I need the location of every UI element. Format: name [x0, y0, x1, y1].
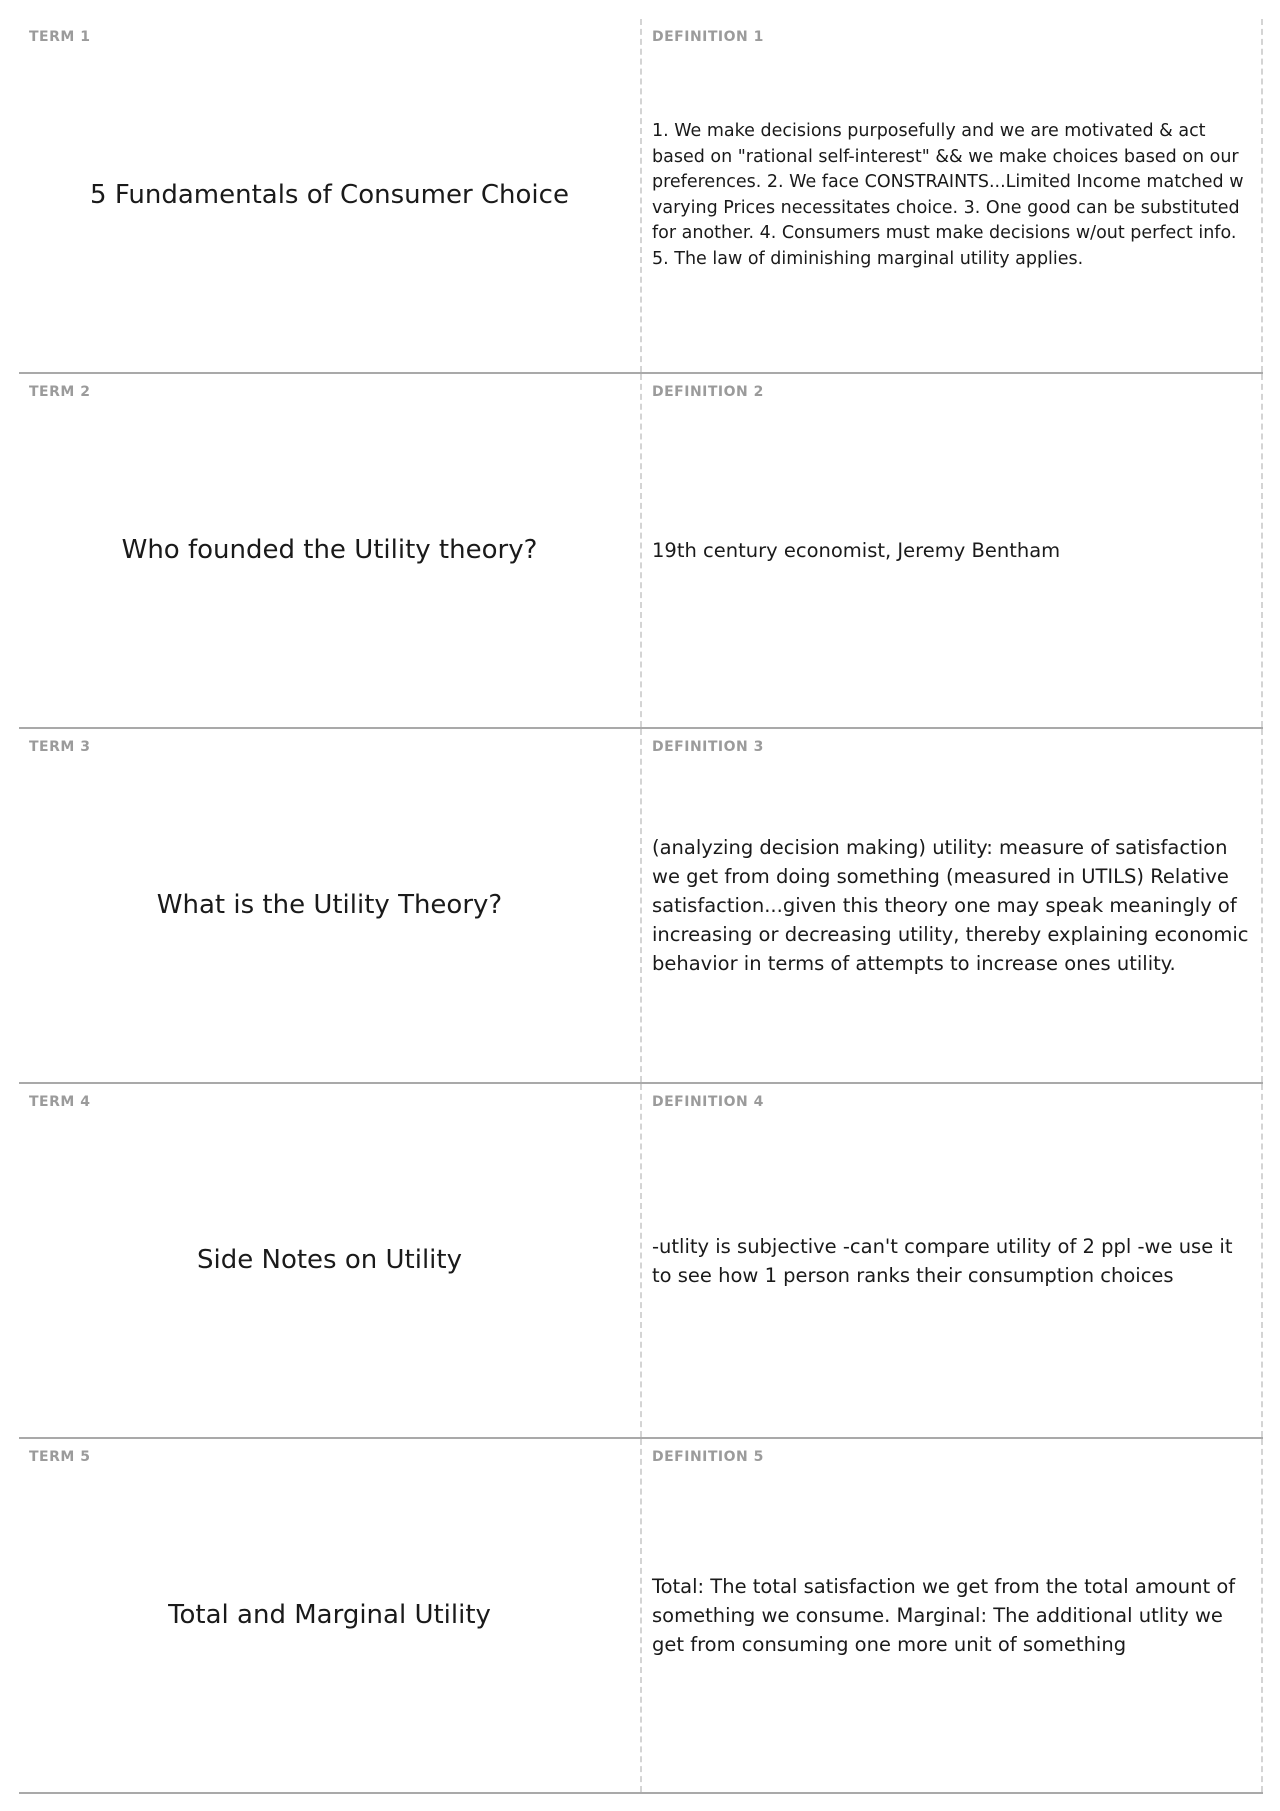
term-cell: [19, 374, 642, 727]
definition-cell: [642, 374, 1263, 727]
definition-label: DEFINITION 5: [652, 1449, 764, 1465]
term-label: TERM 2: [29, 384, 91, 400]
term-label: TERM 3: [29, 739, 91, 755]
definition-cell: [642, 1439, 1263, 1792]
term-cell: [19, 1084, 642, 1437]
definition-text: 19th century economist, Jeremy Bentham: [652, 539, 1061, 562]
definition-text: (analyzing decision making) utility: measure of satisfaction we get from doing something (measured in UTILS) Relative satisfaction...given this theory one may speak meaningly of increasing or decreasing utility, thereby explaining economic behavior in terms of attempts to increase ones utility.: [652, 836, 1249, 975]
definition-text: 1. We make decisions purposefully and we are motivated & act based on "rational self-interest" && we make choices based on our preferences. 2. We face CONSTRAINTS...Limited Income matched w varying Prices necessitates choice. 3. One good can be substituted for another. 4. Consumers must make decisions w/out perfect info. 5. The law of diminishing marginal utility applies.: [652, 121, 1244, 269]
term-text: What is the Utility Theory?: [156, 889, 503, 920]
flashcard-row: [19, 19, 1263, 374]
term-label: TERM 5: [29, 1449, 91, 1465]
definition-cell: [642, 19, 1263, 372]
term-text: 5 Fundamentals of Consumer Choice: [90, 179, 569, 210]
term-cell: [19, 1439, 642, 1792]
flashcard-row: [19, 729, 1263, 1084]
definition-label: DEFINITION 4: [652, 1094, 764, 1110]
definition-label: DEFINITION 1: [652, 29, 764, 45]
flashcard-row: [19, 1084, 1263, 1439]
term-cell: [19, 19, 642, 372]
flashcard-row: [19, 1439, 1263, 1794]
flashcard-row: [19, 374, 1263, 729]
definition-text: -utlity is subjective -can't compare utility of 2 ppl -we use it to see how 1 person ranks their consumption choices: [652, 1234, 1233, 1287]
definition-text: Total: The total satisfaction we get from the total amount of something we consume. Marginal: The additional utlity we get from consuming one more unit of something: [652, 1575, 1236, 1656]
definition-cell: [642, 729, 1263, 1082]
term-cell: [19, 729, 642, 1082]
term-label: TERM 4: [29, 1094, 91, 1110]
term-text: Total and Marginal Utility: [168, 1599, 491, 1630]
term-label: TERM 1: [29, 29, 91, 45]
definition-label: DEFINITION 3: [652, 739, 764, 755]
flashcard-sheet: [19, 19, 1263, 1794]
definition-cell: [642, 1084, 1263, 1437]
definition-label: DEFINITION 2: [652, 384, 764, 400]
term-text: Who founded the Utility theory?: [121, 534, 538, 565]
term-text: Side Notes on Utility: [197, 1244, 462, 1275]
